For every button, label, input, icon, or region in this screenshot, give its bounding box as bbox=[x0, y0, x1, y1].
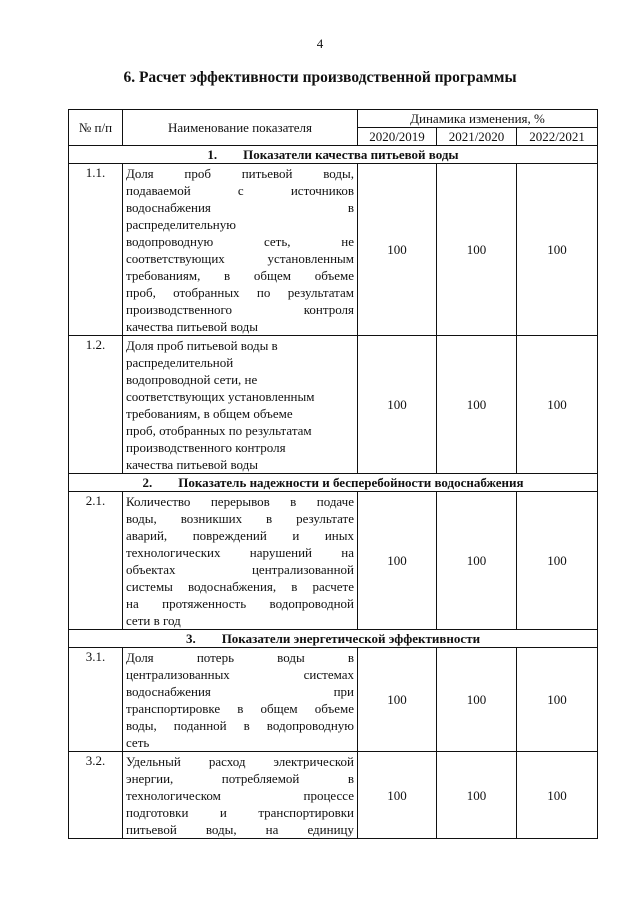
header-dynamics: Динамика изменения, % bbox=[358, 110, 598, 128]
row-description bbox=[123, 492, 358, 630]
section-number: 2. bbox=[142, 475, 153, 490]
row-number: 1.2. bbox=[69, 336, 123, 474]
section-number: 1. bbox=[207, 147, 218, 162]
section-title bbox=[69, 146, 598, 164]
header-year: 2022/2021 bbox=[517, 128, 598, 146]
row-description bbox=[123, 648, 358, 752]
desc-line: питьевой воды, на единицу bbox=[126, 822, 354, 837]
row-number: 1.1. bbox=[69, 164, 123, 336]
desc-line: объектах централизованной bbox=[126, 562, 354, 577]
header-row bbox=[69, 110, 598, 128]
desc-line: воды, поданной в водопроводную bbox=[126, 718, 354, 733]
desc-line: соответствующих установленным bbox=[126, 251, 354, 266]
value-cell: 100 bbox=[358, 336, 437, 474]
desc-line: Доля проб питьевой воды, bbox=[126, 166, 354, 181]
desc-line: Количество перерывов в подаче bbox=[126, 494, 354, 509]
section-title-text: Показатели качества питьевой воды bbox=[243, 147, 459, 162]
desc-line: сеть bbox=[126, 735, 150, 750]
table-row bbox=[69, 752, 598, 839]
value-cell: 100 bbox=[517, 164, 598, 336]
desc-line: Доля потерь воды в bbox=[126, 650, 354, 665]
desc-line: сети в год bbox=[126, 613, 181, 628]
table-row bbox=[69, 492, 598, 630]
value-cell: 100 bbox=[358, 492, 437, 630]
header-year: 2020/2019 bbox=[358, 128, 437, 146]
value-cell: 100 bbox=[358, 752, 437, 839]
section-title-text: Показатель надежности и бесперебойности водоснабжения bbox=[178, 475, 524, 490]
section-number: 3. bbox=[185, 631, 196, 646]
desc-line: водоснабжения при bbox=[126, 684, 354, 699]
header-year: 2021/2020 bbox=[437, 128, 517, 146]
desc-line: технологическом процессе bbox=[126, 788, 354, 803]
section-row bbox=[69, 474, 598, 492]
desc-line: производственного контроля bbox=[126, 440, 286, 455]
value-cell: 100 bbox=[517, 492, 598, 630]
row-number: 3.1. bbox=[69, 648, 123, 752]
header-num: № п/п bbox=[69, 110, 123, 146]
row-description bbox=[123, 336, 358, 474]
desc-line: воды, возникших в результате bbox=[126, 511, 354, 526]
desc-line: подготовки и транспортировки bbox=[126, 805, 354, 820]
value-cell: 100 bbox=[437, 648, 517, 752]
section-title bbox=[69, 474, 598, 492]
desc-line: соответствующих установленным bbox=[126, 389, 315, 404]
desc-line: энергии, потребляемой в bbox=[126, 771, 354, 786]
desc-line: проб, отобранных по результатам bbox=[126, 285, 354, 300]
desc-line: водопроводной сети, не bbox=[126, 372, 258, 387]
desc-line: Доля проб питьевой воды в bbox=[126, 338, 278, 353]
desc-line: системы водоснабжения, в расчете bbox=[126, 579, 354, 594]
row-description bbox=[123, 752, 358, 839]
desc-line: распределительной bbox=[126, 355, 234, 370]
value-cell: 100 bbox=[358, 648, 437, 752]
desc-line: подаваемой с источников bbox=[126, 183, 354, 198]
desc-line: на протяженность водопроводной bbox=[126, 596, 354, 611]
desc-line: требованиям, в общем объеме bbox=[126, 268, 354, 283]
desc-line: технологических нарушений на bbox=[126, 545, 354, 560]
efficiency-table bbox=[68, 109, 598, 839]
section-row bbox=[69, 146, 598, 164]
desc-line: качества питьевой воды bbox=[126, 457, 259, 472]
desc-line: централизованных системах bbox=[126, 667, 354, 682]
desc-line: водопроводную сеть, не bbox=[126, 234, 354, 249]
row-number: 3.2. bbox=[69, 752, 123, 839]
value-cell: 100 bbox=[517, 752, 598, 839]
value-cell: 100 bbox=[517, 648, 598, 752]
page-number: 4 bbox=[316, 36, 324, 51]
row-number: 2.1. bbox=[69, 492, 123, 630]
value-cell: 100 bbox=[437, 752, 517, 839]
table-row bbox=[69, 648, 598, 752]
row-description bbox=[123, 164, 358, 336]
value-cell: 100 bbox=[437, 492, 517, 630]
desc-line: водоснабжения в bbox=[126, 200, 354, 215]
value-cell: 100 bbox=[358, 164, 437, 336]
section-row bbox=[69, 630, 598, 648]
value-cell: 100 bbox=[437, 164, 517, 336]
section-title-text: Показатели энергетической эффективности bbox=[221, 631, 481, 646]
table-row bbox=[69, 336, 598, 474]
desc-line: проб, отобранных по результатам bbox=[126, 423, 312, 438]
table-row bbox=[69, 164, 598, 336]
value-cell: 100 bbox=[517, 336, 598, 474]
desc-line: качества питьевой воды bbox=[126, 319, 259, 334]
section-title bbox=[69, 630, 598, 648]
header-name: Наименование показателя bbox=[123, 110, 358, 146]
desc-line: аварий, повреждений и иных bbox=[126, 528, 354, 543]
page-title: 6. Расчет эффективности производственной программы bbox=[123, 69, 517, 86]
value-cell: 100 bbox=[437, 336, 517, 474]
desc-line: производственного контроля bbox=[126, 302, 354, 317]
desc-line: Удельный расход электрической bbox=[126, 754, 354, 769]
desc-line: распределительную bbox=[126, 217, 236, 232]
desc-line: требованиям, в общем объеме bbox=[126, 406, 293, 421]
desc-line: транспортировке в общем объеме bbox=[126, 701, 354, 716]
